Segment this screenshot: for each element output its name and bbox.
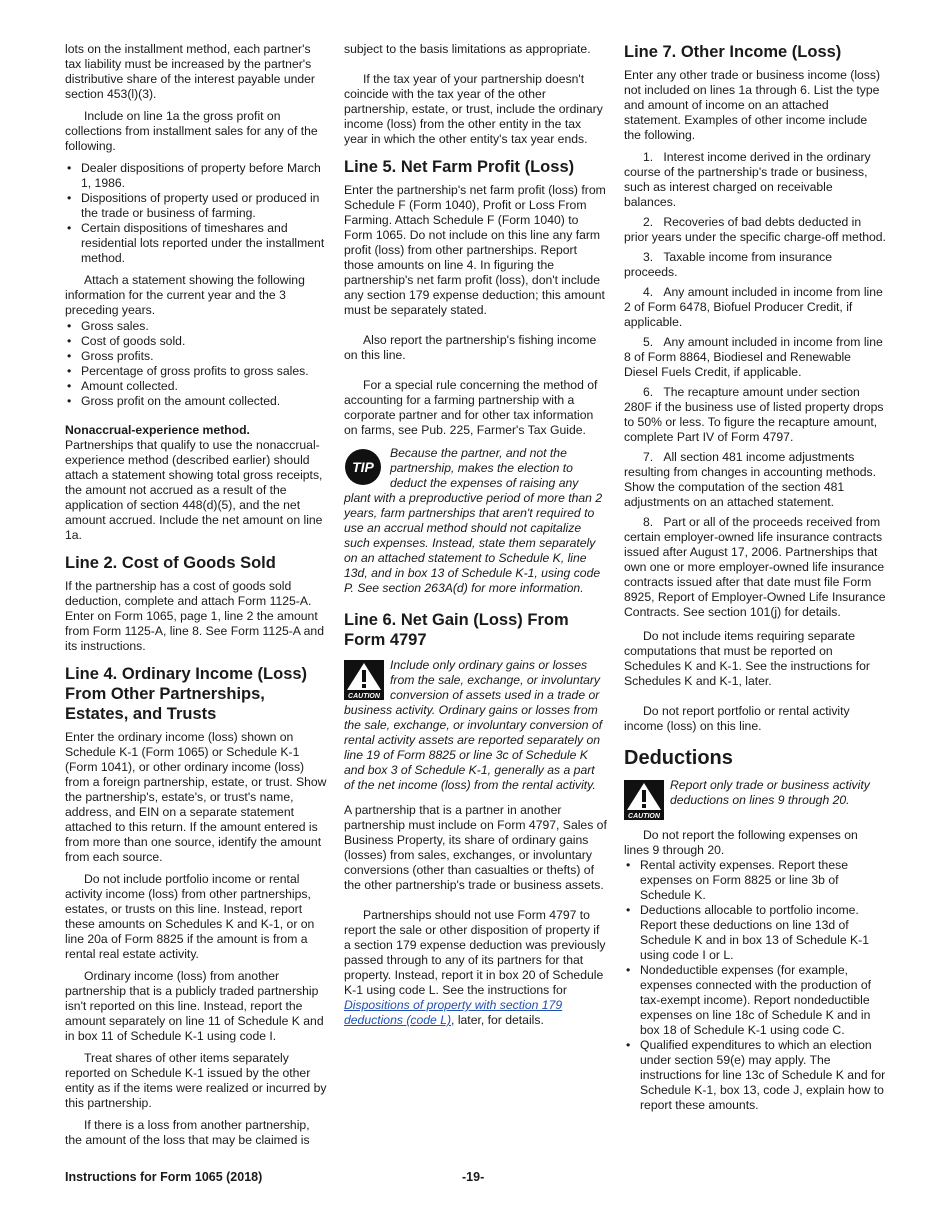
- page-number: -19-: [462, 1170, 485, 1184]
- tip-note: [344, 446, 607, 596]
- heading-line-4: Line 4. Ordinary Income (Loss) From Other Partnerships, Estates, and Trusts: [65, 665, 308, 723]
- caution-text: Include only ordinary gains or losses from the sale, exchange, or involuntary conversion of assets used in a trade or business activity. Ordinary gains or losses from the sale, exchange, or involuntary conversion of rental activity assets are reported separately on line 19 of Form 8825 or line 3c of Schedule K and box 3 of Schedule K-1, generally as a part of the net income (loss) from the rental activity.: [344, 658, 603, 792]
- paragraph: Include on line 1a the gross profit on collections from installment sales for any of the following.: [65, 109, 318, 153]
- column-middle: [344, 42, 607, 1035]
- caution-label: CAUTION: [348, 693, 380, 700]
- caution-icon: [344, 660, 382, 698]
- bullet-item: • Gross sales.: [65, 319, 328, 334]
- heading-line-7: Line 7. Other Income (Loss): [624, 43, 842, 61]
- heading-line-6: Line 6. Net Gain (Loss) From Form 4797: [344, 611, 569, 649]
- numbered-item: 4. Any amount included in income from line 2 of Form 6478, Biofuel Producer Credit, if applicable.: [624, 285, 883, 329]
- paragraph: Treat shares of other items separately reported on Schedule K-1 issued by the other entity as if the items were realized or incurred by this partnership.: [65, 1051, 327, 1110]
- tip-icon: [344, 448, 382, 486]
- bullet-item: • Amount collected.: [65, 379, 328, 394]
- paragraph: Enter any other trade or business income (loss) not included on lines 1a through 6. List the type and amount of income on an attached statement. Examples of other income include the following.: [624, 68, 881, 142]
- numbered-item: 8. Part or all of the proceeds received from certain employer-owned life insurance contracts issued after August 17, 2006. Partnerships that own one or more employer-owned life insurance contracts issued after that date must file Form 8925, Report of Employer-Owned Life Insurance Contracts. See section 101(j) for details.: [624, 515, 886, 619]
- heading-line-5: Line 5. Net Farm Profit (Loss): [344, 158, 575, 176]
- bullet-item: • Nondeductible expenses (for example, expenses connected with the production of tax-exempt income). Report nondeductible expenses on line 18c of Schedule K and in box 18 of Schedule K-1 using code C.: [624, 963, 886, 1038]
- paragraph: A partnership that is a partner in another partnership must include on Form 4797, Sales of Business Property, its share of ordinary gains (losses) from sales, exchanges, or involuntary conversions (other than casualties or thefts) of the other partnership's trade or business assets.: [344, 803, 607, 892]
- run-in-heading: Nonaccrual-experience method.: [65, 423, 250, 437]
- caution-text: Report only trade or business activity deductions on lines 9 through 20.: [670, 778, 870, 807]
- paragraph: If the tax year of your partnership doesn't coincide with the tax year of the other partnership, estate, or trust, include the ordinary income (loss) from the other entity in the tax year in which the other entity's tax year ends.: [344, 72, 603, 146]
- bullet-item: • Gross profit on the amount collected.: [65, 394, 328, 409]
- paragraph: Do not include items requiring separate computations that must be reported on Schedules K and K-1. See the instructions for Schedules K and K-1, later.: [624, 629, 870, 688]
- tip-label: TIP: [352, 459, 374, 475]
- paragraph: Do not report portfolio or rental activity income (loss) on this line.: [624, 704, 850, 733]
- paragraph: Do not report the following expenses on lines 9 through 20.: [624, 828, 858, 857]
- footer-title: Instructions for Form 1065 (2018): [65, 1170, 263, 1184]
- paragraph: lots on the installment method, each partner's tax liability must be increased by the partner's distributive share of the interest payable under section 453(l)(3).: [65, 42, 315, 101]
- caution-note: [344, 658, 607, 793]
- paragraph: Ordinary income (loss) from another partnership that is a publicly traded partnership isn't reported on this line. Instead, report the amount separately on line 11 of Schedule K and in box 11 of Schedule K-1 using code I.: [65, 969, 324, 1043]
- bullet-item: • Cost of goods sold.: [65, 334, 328, 349]
- dispositions-link[interactable]: Dispositions of property with section 179 deductions (code L): [344, 998, 563, 1027]
- tip-text: Because the partner, and not the partnership, makes the election to deduct the expenses of raising any plant with a preproductive period of more than 2 years, farm partnerships that aren't required to use an accrual method should not capitalize such expenses. Instead, state them separately on an attached statement to Schedule K, line 13d, and in box 13 of Schedule K-1, using code P. See section 263A(d) for more information.: [344, 446, 603, 595]
- column-right: [624, 42, 886, 1113]
- paragraph: Enter the ordinary income (loss) shown on Schedule K-1 (Form 1065) or Schedule K-1 (Form 1041), or other ordinary income (loss) from a foreign partnership, estate, or trust. Show the partnership's, estate's, or trust's name, address, and EIN on a separate statement attached to this return. If the amount entered is from more than one source, identify the amount from each source.: [65, 730, 327, 864]
- numbered-item: 6. The recapture amount under section 280F if the business use of listed property drops to 50% or less. To figure the recapture amount, complete Part IV of Form 4797.: [624, 385, 884, 444]
- bullet-item: • Gross profits.: [65, 349, 328, 364]
- caution-label: CAUTION: [628, 813, 660, 820]
- paragraph-text: Partnerships that qualify to use the nonaccrual-experience method (described earlier) should attach a statement showing total gross receipts, the amount not accrued as a result of the application of section 448(d)(5), and the net amount accrued. Include the net amount on line 1a.: [65, 438, 323, 542]
- bullet-item: • Deductions allocable to portfolio income. Report these deductions on line 13d of Schedule K and in box 13 of Schedule K-1 using code I or L.: [624, 903, 886, 963]
- numbered-item: 5. Any amount included in income from line 8 of Form 8864, Biodiesel and Renewable Diesel Fuels Credit, if applicable.: [624, 335, 883, 379]
- paragraph: If there is a loss from another partnership, the amount of the loss that may be claimed is: [65, 1118, 310, 1147]
- numbered-item: 3. Taxable income from insurance proceeds.: [624, 250, 832, 279]
- bullet-item: • Certain dispositions of timeshares and residential lots reported under the installment method.: [65, 221, 328, 266]
- bullet-item: • Dispositions of property used or produced in the trade or business of farming.: [65, 191, 328, 221]
- caution-note: [624, 778, 886, 818]
- paragraph: Attach a statement showing the following information for the current year and the 3 preceding years.: [65, 273, 305, 317]
- heading-line-2: Line 2. Cost of Goods Sold: [65, 554, 276, 572]
- paragraph-text: Partnerships should not use Form 4797 to report the sale or other disposition of property if a section 179 expense deduction was previously passed through to any of its partners for that property. Instead, report it in box 20 of Schedule K-1 using code L. See the instructions for: [344, 908, 606, 997]
- bullet-item: • Dealer dispositions of property before March 1, 1986.: [65, 161, 328, 191]
- paragraph: [344, 908, 607, 1028]
- paragraph: If the partnership has a cost of goods sold deduction, complete and attach Form 1125-A. Enter on Form 1065, page 1, line 2 the amount from Form 1125-A, line 8. See Form 1125-A and its instructions.: [65, 579, 324, 653]
- numbered-item: 7. All section 481 income adjustments resulting from changes in accounting methods. Show the computation of the section 481 adjustments on an attached statement.: [624, 450, 877, 509]
- bullet-item: • Qualified expenditures to which an election under section 59(e) may apply. The instructions for line 13c of Schedule K and for Schedule K-1, box 13, code J, explain how to report these amounts.: [624, 1038, 886, 1113]
- paragraph: subject to the basis limitations as appropriate.: [344, 42, 591, 56]
- paragraph: Do not include portfolio income or rental activity income (loss) from other partnerships, estates, or trusts on this line. Instead, report these amounts on Schedules K and K-1, or on line 20a of Form 8825 if the amount is from a rental real estate activity.: [65, 872, 315, 961]
- paragraph: Also report the partnership's fishing income on this line.: [344, 333, 597, 362]
- heading-deductions: Deductions: [624, 747, 733, 769]
- paragraph: For a special rule concerning the method of accounting for a farming partnership with a corporate partner and for other tax information on farms, see Pub. 225, Farmer's Tax Guide.: [344, 378, 598, 437]
- paragraph: Enter the partnership's net farm profit (loss) from Schedule F (Form 1040), Profit or Loss From Farming. Attach Schedule F (Form 1040) to Form 1065. Do not include on this line any farm profit (loss) from other partnerships. Report those amounts on line 4. In figuring the partnership's net farm profit (loss), don't include any section 179 expense deduction; this amount must be separately stated.: [344, 183, 606, 317]
- numbered-item: 2. Recoveries of bad debts deducted in prior years under the specific charge-off method.: [624, 215, 886, 244]
- column-left: [65, 42, 328, 1155]
- paragraph-text: , later, for details.: [451, 1013, 544, 1027]
- nonaccrual-paragraph: [65, 423, 328, 543]
- bullet-item: • Percentage of gross profits to gross sales.: [65, 364, 328, 379]
- numbered-item: 1. Interest income derived in the ordinary course of the partnership's trade or business, such as interest charged on receivable balances.: [624, 150, 871, 209]
- bullet-item: • Rental activity expenses. Report these expenses on Form 8825 or line 3b of Schedule K.: [624, 858, 886, 903]
- caution-icon: [624, 780, 662, 818]
